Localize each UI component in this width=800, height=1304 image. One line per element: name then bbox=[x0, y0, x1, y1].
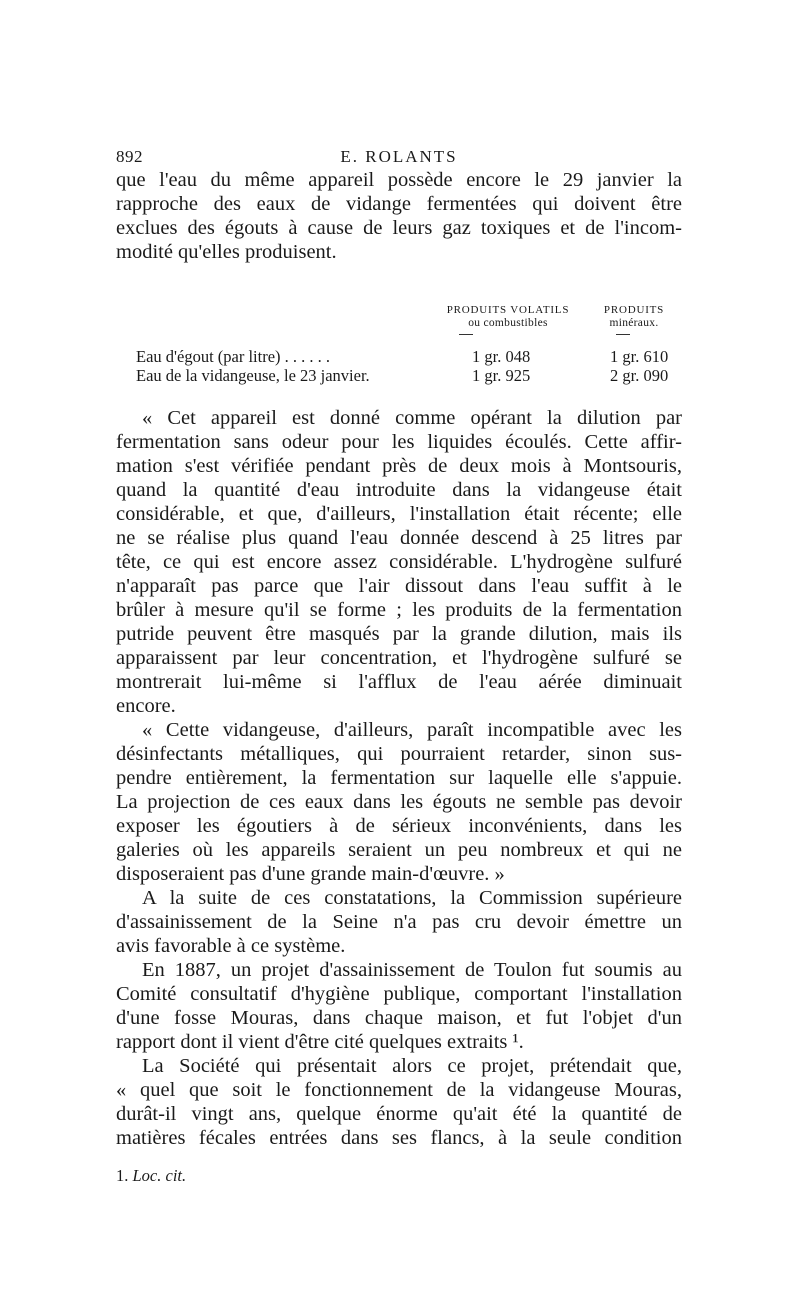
text-line: pendre entièrement, la fermentation sur laquelle elle s'appuie. bbox=[116, 767, 682, 789]
text-line: encore. bbox=[116, 695, 176, 717]
main-text bbox=[116, 406, 682, 1150]
text-line: « quel que soit le fonctionnement de la vidangeuse Mouras, bbox=[116, 1079, 682, 1101]
text-line: ne se réalise plus quand l'eau donnée descend à 25 litres par bbox=[116, 527, 682, 549]
text-line: « Cette vidangeuse, d'ailleurs, paraît incompatible avec les bbox=[142, 719, 682, 741]
text-line: désinfectants métalliques, qui pourraient retarder, sinon sus- bbox=[116, 743, 682, 765]
text-line: disposeraient pas d'une grande main-d'œuvre. » bbox=[116, 863, 505, 885]
paragraph-1 bbox=[116, 168, 682, 264]
column-header-line: PRODUITS bbox=[603, 304, 665, 316]
text-line: tête, ce qui est encore assez considérable. L'hydrogène sulfuré bbox=[116, 551, 682, 573]
text-line: mation s'est vérifiée pendant près de deux mois à Montsouris, bbox=[116, 455, 682, 477]
running-title: E. ROLANTS bbox=[340, 147, 458, 166]
text-line: rapport dont il vient d'être cité quelques extraits ¹. bbox=[116, 1031, 524, 1053]
footnote-text: Loc. cit. bbox=[132, 1166, 187, 1185]
value-mineraux: 2 gr. 090 bbox=[610, 366, 669, 385]
text-line: durât-il vingt ans, quelque énorme qu'ait été la quantité de bbox=[116, 1103, 682, 1125]
column-header-line: ou combustibles bbox=[468, 317, 548, 329]
text-line: montrerait lui-même si l'afflux de l'eau aérée diminuait bbox=[116, 671, 682, 693]
row-label: Eau d'égout (par litre) . . . . . . bbox=[136, 347, 331, 366]
text-line: rapproche des eaux de vidange fermentées qui doivent être bbox=[116, 193, 682, 215]
text-line: En 1887, un projet d'assainissement de Toulon fut soumis au bbox=[142, 959, 682, 981]
row-label: Eau de la vidangeuse, le 23 janvier. bbox=[136, 366, 370, 385]
text-line: apparaissent par leur concentration, et l'hydrogène sulfuré se bbox=[116, 647, 682, 669]
column-dash bbox=[459, 334, 473, 335]
text-line: avis favorable à ce système. bbox=[116, 935, 346, 957]
footnote bbox=[116, 1166, 186, 1186]
text-line: n'apparaît pas parce que l'air dissout dans l'eau suffit à le bbox=[116, 575, 682, 597]
text-line: « Cet appareil est donné comme opérant la dilution par bbox=[142, 407, 682, 429]
column-header-line: minéraux. bbox=[609, 317, 659, 329]
column-header-volatils bbox=[428, 304, 588, 330]
text-line: quand la quantité d'eau introduite dans la vidangeuse était bbox=[116, 479, 682, 501]
text-line: considérable, et que, d'ailleurs, l'installation était récente; elle bbox=[116, 503, 682, 525]
text-line: modité qu'elles produisent. bbox=[116, 241, 337, 263]
text-line: La Société qui présentait alors ce projet, prétendait que, bbox=[142, 1055, 682, 1077]
text-line: matières fécales entrées dans ses flancs, à la seule condition bbox=[116, 1127, 682, 1149]
text-line: fermentation sans odeur pour les liquides écoulés. Cette affir- bbox=[116, 431, 682, 453]
text-line: Comité consultatif d'hygiène publique, comportant l'installation bbox=[116, 983, 682, 1005]
page-number: 892 bbox=[116, 147, 143, 166]
text-line: putride peuvent être masqués par la grande dilution, mais ils bbox=[116, 623, 682, 645]
text-line: galeries où les appareils seraient un peu nombreux et qui ne bbox=[116, 839, 682, 861]
column-header-line: PRODUITS VOLATILS bbox=[446, 304, 570, 316]
text-line: La projection de ces eaux dans les égouts ne semble pas devoir bbox=[116, 791, 682, 813]
value-volatils: 1 gr. 925 bbox=[472, 366, 531, 385]
text-line: exposer les égoutiers à de sérieux inconvénients, dans les bbox=[116, 815, 682, 837]
footnote-number: 1. bbox=[116, 1166, 129, 1185]
text-line: d'une fosse Mouras, dans chaque maison, et fut l'objet d'un bbox=[116, 1007, 682, 1029]
text-line: exclues des égouts à cause de leurs gaz toxiques et de l'incom- bbox=[116, 217, 682, 239]
column-dash bbox=[616, 334, 630, 335]
value-volatils: 1 gr. 048 bbox=[472, 347, 531, 366]
value-mineraux: 1 gr. 610 bbox=[610, 347, 669, 366]
text-line: que l'eau du même appareil possède encore le 29 janvier la bbox=[116, 169, 682, 191]
column-header-mineraux bbox=[584, 304, 684, 330]
text-line: brûler à mesure qu'il se forme ; les produits de la fermentation bbox=[116, 599, 682, 621]
running-head bbox=[116, 147, 682, 169]
text-line: d'assainissement de la Seine n'a pas cru devoir émettre un bbox=[116, 911, 682, 933]
analysis-table bbox=[116, 300, 682, 390]
text-line: A la suite de ces constatations, la Commission supérieure bbox=[142, 887, 682, 909]
